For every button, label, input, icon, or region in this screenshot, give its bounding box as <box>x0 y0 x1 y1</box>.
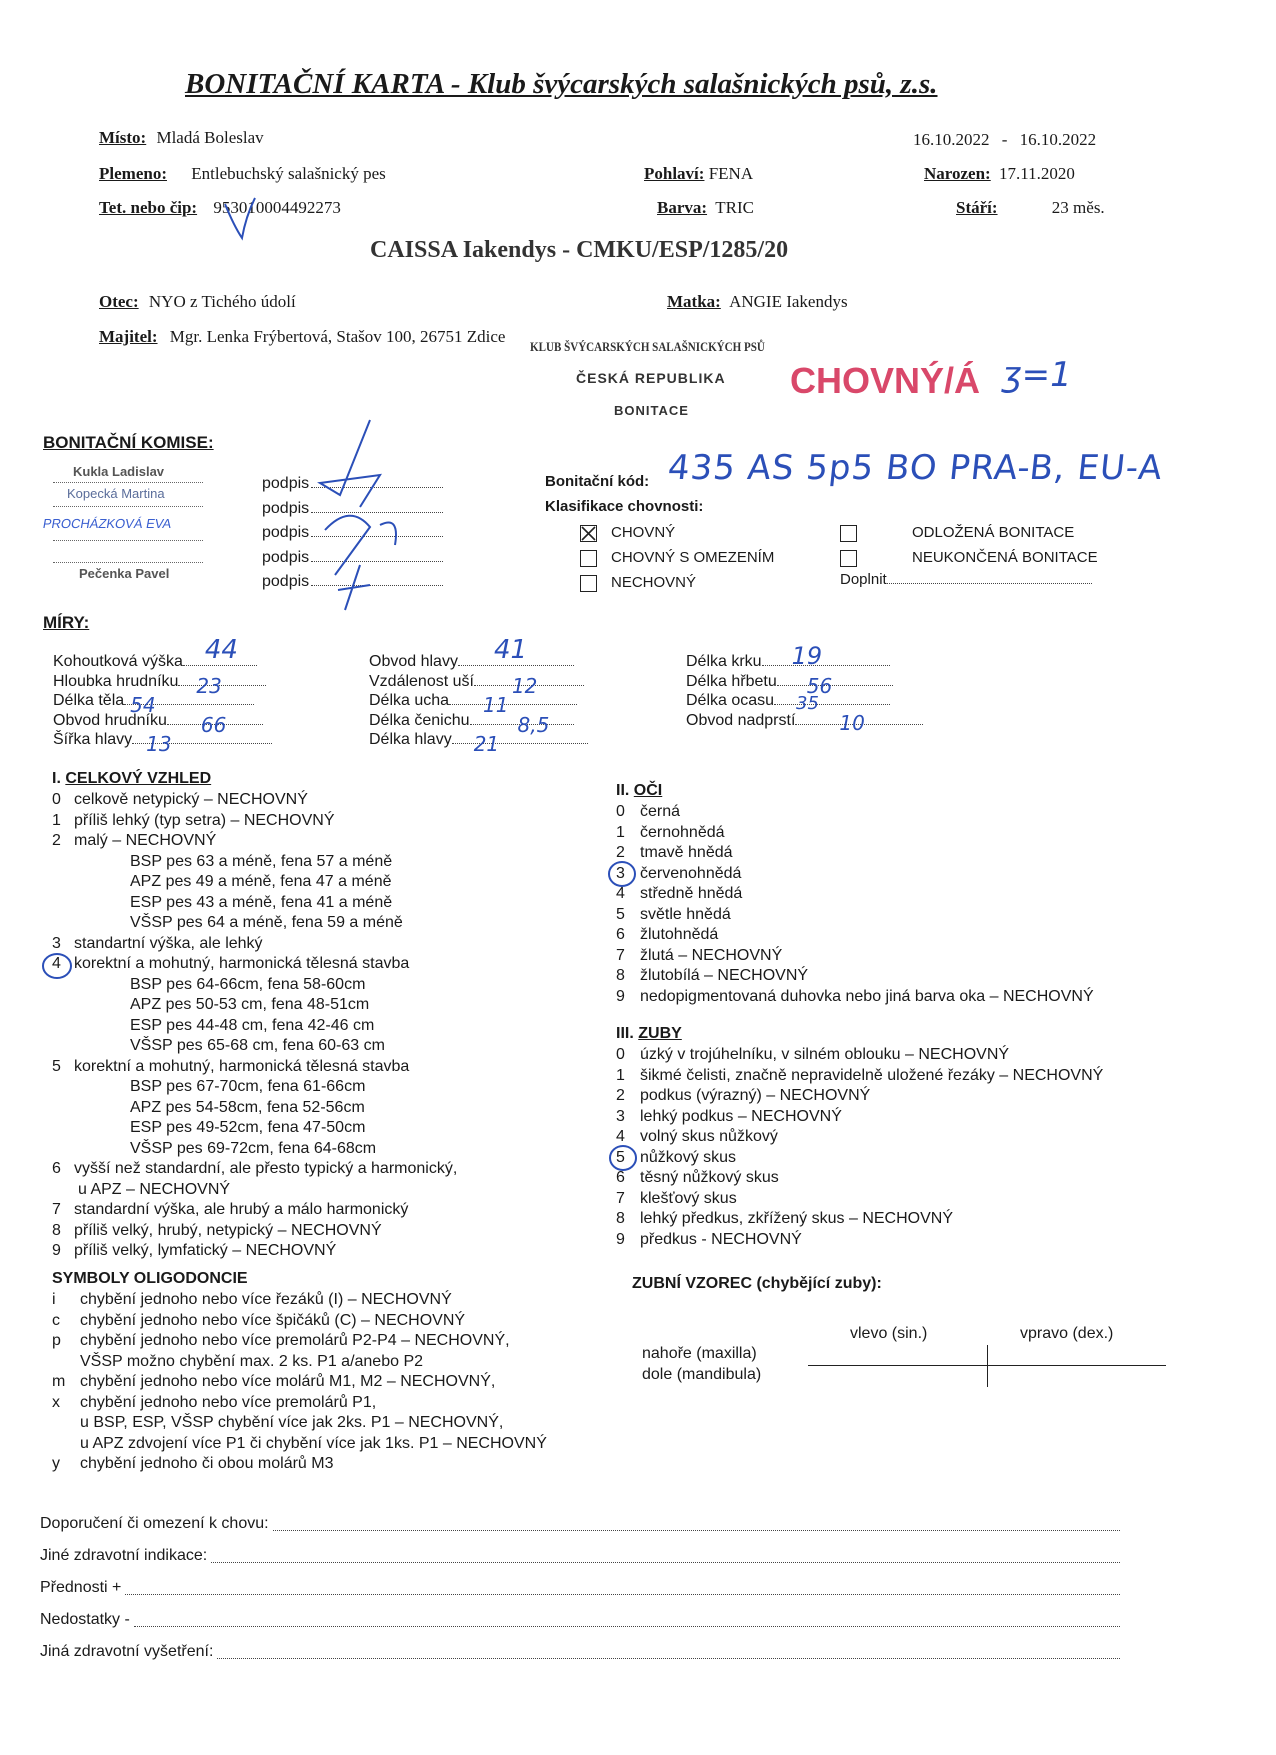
oci-item-number: 3 <box>616 864 625 882</box>
zuby-list <box>616 1045 1103 1250</box>
vzhled-item-number: 2 <box>52 832 61 849</box>
vzhled-heading <box>52 770 211 788</box>
footer-line-label: Nedostatky - <box>40 1611 130 1628</box>
symboly-item-number: y <box>52 1455 60 1472</box>
miry-heading: MÍRY: <box>43 613 90 632</box>
oci-item-text: žlutobílá – NECHOVNÝ <box>640 967 809 984</box>
oci-item <box>616 925 1094 946</box>
measurement-value: 11 <box>483 693 509 717</box>
footer-line-label: Doporučení či omezení k chovu: <box>40 1515 269 1532</box>
footer-list <box>40 1508 1120 1668</box>
oci-item <box>616 946 1094 967</box>
vzhled-item-text: APZ pes 49 a méně, fena 47 a méně <box>130 873 392 890</box>
signature-label: podpis <box>262 524 310 541</box>
measurement-label: Hloubka hrudníku <box>53 672 179 690</box>
footer-line-dots[interactable] <box>273 1508 1120 1531</box>
checkbox-icon[interactable] <box>840 525 857 542</box>
vzhled-item-number: 9 <box>52 1242 61 1259</box>
zuby-item-number: 7 <box>616 1189 625 1207</box>
vzorec-nahore: nahoře (maxilla) <box>642 1345 757 1362</box>
checkbox-icon[interactable] <box>840 550 857 567</box>
misto-label: Místo: <box>99 128 147 147</box>
barva-value: TRIC <box>715 198 755 217</box>
oci-item-number: 4 <box>616 885 625 902</box>
vzhled-item <box>52 1057 457 1078</box>
matka-label: Matka: <box>667 292 721 311</box>
measurement-row <box>369 635 588 672</box>
vzorec-vlevo: vlevo (sin.) <box>850 1325 928 1342</box>
klasifikace-right <box>840 520 1098 570</box>
symboly-item-text: chybění jednoho nebo více premolárů P2-P4 – NECHOVNÝ, <box>80 1332 510 1349</box>
option-label: CHOVNÝ <box>611 524 676 541</box>
option-label: CHOVNÝ S OMEZENÍM <box>611 549 775 566</box>
measurement-label: Obvod hrudníku <box>53 711 167 729</box>
measurement-row <box>369 672 588 698</box>
measurement-row <box>53 691 272 717</box>
vzhled-item <box>52 995 457 1016</box>
footer-line-label: Jiné zdravotní indikace: <box>40 1547 208 1564</box>
date-from: 16.10.2022 <box>913 130 990 149</box>
vzhled-item <box>52 1016 457 1037</box>
tet-label: Tet. nebo čip: <box>99 198 198 217</box>
measurement-value: 19 <box>791 642 823 670</box>
measurement-label: Kohoutková výška <box>53 653 183 670</box>
oci-item-number: 0 <box>616 803 625 820</box>
symboly-item-text: chybění jednoho či obou molárů M3 <box>80 1455 334 1472</box>
option-label: NEUKONČENÁ BONITACE <box>912 549 1098 566</box>
oci-item-number: 6 <box>616 926 625 943</box>
option-label: ODLOŽENÁ BONITACE <box>912 524 1075 541</box>
vzhled-item <box>52 811 457 832</box>
zuby-item-number: 0 <box>616 1046 625 1063</box>
member-2: Kopecká Martina <box>67 486 165 501</box>
barva-row <box>657 198 754 218</box>
vzhled-item <box>52 1180 457 1201</box>
majitel-value: Mgr. Lenka Frýbertová, Stašov 100, 26751 Zdice <box>169 327 506 346</box>
oci-item-text: žlutohnědá <box>640 926 719 943</box>
vzhled-item <box>52 831 457 852</box>
vzhled-item <box>52 934 457 955</box>
zuby-item <box>616 1107 1103 1128</box>
vzhled-item-text: APZ pes 54-58cm, fena 52-56cm <box>130 1098 365 1116</box>
vzhled-item <box>52 1139 457 1160</box>
narozen-label: Narozen: <box>924 164 991 183</box>
symboly-item-text: chybění jednoho nebo více premolárů P1, <box>80 1393 377 1411</box>
footer-line-dots[interactable] <box>217 1636 1120 1659</box>
date-to: 16.10.2022 <box>1019 130 1097 149</box>
vzhled-item-text: standartní výška, ale lehký <box>74 934 263 952</box>
measurement-row <box>53 711 272 737</box>
vzhled-item-text: VŠSP pes 65-68 cm, fena 60-63 cm <box>130 1037 385 1054</box>
vzhled-item <box>52 1241 457 1262</box>
symboly-item <box>52 1454 547 1475</box>
measurement-row <box>369 711 588 737</box>
zuby-item-text: předkus - NECHOVNÝ <box>640 1230 802 1248</box>
measurement-value: 44 <box>204 635 238 665</box>
measurement-label: Délka krku <box>686 653 762 670</box>
zuby-item-number: 5 <box>616 1148 625 1166</box>
section-number: II. <box>616 782 630 799</box>
footer-line[interactable] <box>40 1540 1120 1572</box>
vzhled-item-text: ESP pes 43 a méně, fena 41 a méně <box>130 893 393 911</box>
measurement-value: 54 <box>130 693 156 717</box>
stari-label: Stáří: <box>956 198 998 217</box>
oci-item <box>616 802 1094 823</box>
breeding-red-stamp: CHOVNÝ/Á <box>790 360 981 401</box>
zuby-item-text: úzký v trojúhelníku, v silném oblouku – NECHOVNÝ <box>640 1046 1010 1063</box>
vzhled-item <box>52 1077 457 1098</box>
measurement-value: 12 <box>511 673 538 698</box>
zuby-item <box>616 1045 1103 1066</box>
selected-circle-icon <box>40 951 74 981</box>
oci-item <box>616 864 1094 885</box>
symboly-item-text: chybění jednoho nebo více špičáků (C) – NECHOVNÝ <box>80 1311 466 1329</box>
oci-item <box>616 905 1094 926</box>
vzhled-item-number: 6 <box>52 1160 61 1177</box>
plemeno-label: Plemeno: <box>99 164 167 183</box>
symboly-item <box>52 1352 547 1373</box>
club-stamp-line3: BONITACE <box>614 403 689 418</box>
matka-row <box>667 292 848 312</box>
vzhled-item-text: korektní a mohutný, harmonická tělesná stavba <box>74 955 410 972</box>
narozen-row <box>924 164 1075 184</box>
vzhled-item-number: 0 <box>52 791 61 808</box>
zuby-item <box>616 1086 1103 1107</box>
miry-col2 <box>369 635 588 756</box>
symboly-item-number: p <box>52 1332 61 1349</box>
section-number: I. <box>52 770 61 787</box>
zuby-heading <box>616 1025 682 1043</box>
zuby-item-text: volný skus nůžkový <box>640 1128 778 1145</box>
vzhled-item <box>52 913 457 934</box>
symboly-item <box>52 1311 547 1332</box>
oci-item-number: 5 <box>616 905 625 923</box>
tet-row <box>99 198 341 218</box>
vzhled-item <box>52 1098 457 1119</box>
measurement-label: Obvod hlavy <box>369 653 458 670</box>
page-title: BONITAČNÍ KARTA - Klub švýcarských salašnických psů, z.s. <box>185 68 938 100</box>
symboly-item-text: u APZ zdvojení více P1 či chybění více jak 1ks. P1 – NECHOVNÝ <box>80 1434 547 1452</box>
otec-value: NYO z Tichého údolí <box>148 292 296 311</box>
narozen-value: 17.11.2020 <box>998 164 1075 183</box>
option-chovny-s-omezenim[interactable] <box>580 545 774 570</box>
vzorec-vertical-line <box>987 1345 988 1387</box>
symboly-item <box>52 1331 547 1352</box>
zuby-item <box>616 1189 1103 1210</box>
vzhled-item-text: ESP pes 49-52cm, fena 47-50cm <box>130 1119 366 1136</box>
vzorec-dole: dole (mandibula) <box>642 1366 762 1383</box>
oci-heading <box>616 782 662 800</box>
vzhled-item-text: příliš lehký (typ setra) – NECHOVNÝ <box>74 811 335 829</box>
zuby-item-number: 9 <box>616 1230 625 1248</box>
measurement-label: Délka hřbetu <box>686 672 777 690</box>
vzhled-item-text: malý – NECHOVNÝ <box>74 832 217 849</box>
option-nechovny[interactable] <box>580 570 774 595</box>
measurement-value: 66 <box>200 712 227 737</box>
date-sep: - <box>1001 130 1008 149</box>
footer-line-label: Přednosti + <box>40 1579 122 1596</box>
measurement-value: 35 <box>796 693 819 714</box>
vzhled-item <box>52 893 457 914</box>
vzhled-item-number: 1 <box>52 811 61 829</box>
zuby-item-number: 6 <box>616 1169 625 1186</box>
plemeno-row <box>99 164 386 184</box>
oci-item-text: černá <box>640 803 681 820</box>
measurement-row <box>369 691 588 717</box>
oci-item <box>616 966 1094 987</box>
footer-line[interactable] <box>40 1572 1120 1604</box>
signature-label: podpis <box>262 573 310 590</box>
matka-value: ANGIE Iakendys <box>729 292 848 311</box>
oci-item <box>616 884 1094 905</box>
zuby-item <box>616 1148 1103 1169</box>
zuby-item-text: lehký podkus – NECHOVNÝ <box>640 1107 842 1125</box>
commission-heading: BONITAČNÍ KOMISE: <box>43 433 214 452</box>
vzhled-item <box>52 872 457 893</box>
zuby-item-text: nůžkový skus <box>640 1148 737 1166</box>
otec-row <box>99 292 296 312</box>
zuby-item-number: 2 <box>616 1087 625 1104</box>
measurement-row <box>53 635 272 672</box>
club-stamp-line2: ČESKÁ REPUBLIKA <box>576 370 726 386</box>
footer-line-dots[interactable] <box>211 1540 1120 1563</box>
measurement-label: Délka ocasu <box>686 692 775 709</box>
member-1: Kukla Ladislav <box>73 464 165 479</box>
vzhled-item-text: příliš velký, lymfatický – NECHOVNÝ <box>74 1242 337 1259</box>
vzorec-vpravo: vpravo (dex.) <box>1020 1325 1114 1342</box>
measurement-value: 13 <box>146 732 172 756</box>
measurement-value: 10 <box>839 710 865 735</box>
symboly-item <box>52 1290 547 1311</box>
zuby-item-text: podkus (výrazný) – NECHOVNÝ <box>640 1087 871 1104</box>
vzhled-item-number: 5 <box>52 1057 61 1075</box>
vzhled-item-text: standardní výška, ale hrubý a málo harmonický <box>74 1201 409 1218</box>
vzhled-item-text: BSP pes 67-70cm, fena 61-66cm <box>130 1078 366 1095</box>
measurement-label: Délka hlavy <box>369 731 452 748</box>
stari-value: 23 měs. <box>1051 198 1105 217</box>
miry-col3 <box>686 642 923 735</box>
zuby-item <box>616 1066 1103 1087</box>
vzhled-item-number: 3 <box>52 934 61 952</box>
klasifikace-label: Klasifikace chovnosti: <box>545 498 704 515</box>
section-number: III. <box>616 1025 634 1042</box>
vzhled-item-text: příliš velký, hrubý, netypický – NECHOVNÝ <box>74 1221 382 1239</box>
measurement-row <box>53 730 272 756</box>
measurement-label: Vzdálenost uší <box>369 672 474 690</box>
pohlavi-label: Pohlaví: <box>644 164 705 183</box>
symboly-item-text: chybění jednoho nebo více řezáků (I) – NECHOVNÝ <box>80 1291 452 1308</box>
vzhled-item-text: vyšší než standardní, ale přesto typický a harmonický, <box>74 1160 458 1177</box>
miry-col1 <box>53 635 272 756</box>
oci-item-text: červenohnědá <box>640 864 742 882</box>
vzhled-item <box>52 975 457 996</box>
symboly-item-number: m <box>52 1373 66 1390</box>
section-title: CELKOVÝ VZHLED <box>65 770 212 787</box>
measurement-label: Délka ucha <box>369 692 450 709</box>
vzorec-heading: ZUBNÍ VZOREC (chybějící zuby): <box>632 1275 882 1292</box>
oci-item <box>616 823 1094 844</box>
measurement-value: 23 <box>196 673 222 698</box>
symboly-item-text: u BSP, ESP, VŠSP chybění více jak 2ks. P1 – NECHOVNÝ, <box>80 1414 504 1431</box>
signature-scribble-icon <box>300 415 420 615</box>
symboly-item-text: VŠSP možno chybění max. 2 ks. P1 a/anebo P2 <box>80 1352 424 1370</box>
oci-item-number: 2 <box>616 844 625 861</box>
selected-circle-icon <box>606 1143 640 1173</box>
signature-label: podpis <box>262 475 310 492</box>
member-3: PROCHÁZKOVÁ EVA <box>41 516 173 531</box>
option-odlozena[interactable] <box>840 520 1098 545</box>
vzhled-item-text: ESP pes 44-48 cm, fena 42-46 cm <box>130 1016 375 1034</box>
symboly-list <box>52 1290 547 1475</box>
footer-line-dots[interactable] <box>134 1604 1120 1627</box>
vzhled-item <box>52 1200 457 1221</box>
oci-item-number: 7 <box>616 946 625 964</box>
vzhled-item-number: 8 <box>52 1221 61 1239</box>
doplnit-label: Doplnit <box>840 571 887 588</box>
measurement-label: Délka těla <box>53 692 125 709</box>
oci-item-text: nedopigmentovaná duhovka nebo jiná barva oka – NECHOVNÝ <box>640 987 1094 1005</box>
zuby-item-text: šikmé čelisti, značně nepravidelně uložené řezáky – NECHOVNÝ <box>640 1066 1104 1084</box>
symboly-item <box>52 1393 547 1414</box>
oci-list <box>616 802 1094 1007</box>
oci-item-text: středně hnědá <box>640 885 743 902</box>
oci-item-text: žlutá – NECHOVNÝ <box>640 946 783 964</box>
zuby-item-number: 4 <box>616 1128 625 1145</box>
stari-row <box>956 198 1105 218</box>
date-range <box>913 130 1096 150</box>
footer-line-dots[interactable] <box>125 1572 1120 1595</box>
measurement-row <box>369 730 588 756</box>
klasifikace-left <box>580 520 774 595</box>
oci-item-text: tmavě hnědá <box>640 844 733 861</box>
zuby-item <box>616 1209 1103 1230</box>
oci-item-number: 9 <box>616 987 625 1005</box>
zuby-item-number: 3 <box>616 1107 625 1125</box>
vzhled-item-number: 7 <box>52 1201 61 1218</box>
footer-line[interactable] <box>40 1636 1120 1668</box>
symboly-item-number: c <box>52 1311 60 1329</box>
zuby-item-text: klešťový skus <box>640 1189 737 1207</box>
vzhled-item <box>52 1118 457 1139</box>
vzhled-item <box>52 852 457 873</box>
club-stamp-line1: KLUB ŠVÝCARSKÝCH SALAŠNICKÝCH PSŮ <box>530 339 765 354</box>
vzhled-list <box>52 790 457 1262</box>
bonitace-code-label: Bonitační kód: <box>545 473 650 490</box>
signature-label: podpis <box>262 548 310 566</box>
measurement-row <box>686 691 923 714</box>
zuby-item-text: lehký předkus, zkřížený skus – NECHOVNÝ <box>640 1210 953 1227</box>
option-label: NECHOVNÝ <box>611 574 697 591</box>
oci-item-text: světle hnědá <box>640 905 731 923</box>
vzhled-item-text: korektní a mohutný, harmonická tělesná stavba <box>74 1057 410 1075</box>
oci-item <box>616 987 1094 1008</box>
option-neukoncena[interactable] <box>840 545 1098 570</box>
measurement-value: 41 <box>493 635 528 665</box>
footer-line[interactable] <box>40 1508 1120 1540</box>
zuby-item <box>616 1127 1103 1148</box>
section-title: ZUBY <box>638 1025 682 1042</box>
misto-row <box>99 128 264 148</box>
plemeno-value: Entlebuchský salašnický pes <box>191 164 386 183</box>
pohlavi-row <box>644 164 753 184</box>
checkbox-icon[interactable] <box>580 575 597 592</box>
symboly-item-number: x <box>52 1393 60 1411</box>
footer-line-label: Jiná zdravotní vyšetření: <box>40 1643 214 1660</box>
zuby-item-number: 8 <box>616 1210 625 1227</box>
misto-value: Mladá Boleslav <box>156 128 264 147</box>
bonitace-code-value: 435 AS 5p5 BO PRA-B, EU-A <box>665 448 1165 488</box>
vzhled-item-text: u APZ – NECHOVNÝ <box>78 1180 231 1198</box>
majitel-row <box>99 327 505 347</box>
barva-label: Barva: <box>657 198 708 217</box>
measurement-value: 21 <box>473 732 500 756</box>
vzhled-item-text: VŠSP pes 69-72cm, fena 64-68cm <box>130 1139 377 1157</box>
section-title: OČI <box>633 782 663 799</box>
vzhled-item <box>52 790 457 811</box>
vzhled-item-text: BSP pes 64-66cm, fena 58-60cm <box>130 975 366 993</box>
measurement-value: 8,5 <box>517 712 550 737</box>
member-5: Pečenka Pavel <box>79 566 170 581</box>
checkmark-icon <box>222 196 262 241</box>
selected-circle-icon <box>605 859 639 889</box>
measurement-value: 56 <box>806 673 833 698</box>
zuby-item-text: těsný nůžkový skus <box>640 1169 779 1186</box>
symboly-item <box>52 1372 547 1393</box>
symboly-item <box>52 1413 547 1434</box>
symboly-item-number: i <box>52 1291 56 1308</box>
dog-name: CAISSA Iakendys - CMKU/ESP/1285/20 <box>370 237 789 263</box>
vzhled-item-text: BSP pes 63 a méně, fena 57 a méně <box>130 852 393 870</box>
footer-line[interactable] <box>40 1604 1120 1636</box>
otec-label: Otec: <box>99 292 139 311</box>
vzhled-item-text: celkově netypický – NECHOVNÝ <box>74 791 308 808</box>
checked-box-icon[interactable] <box>580 525 597 542</box>
symboly-heading: SYMBOLY OLIGODONCIE <box>52 1270 248 1287</box>
zuby-item <box>616 1230 1103 1251</box>
symboly-item <box>52 1434 547 1455</box>
vzhled-item <box>52 1036 457 1057</box>
option-chovny[interactable] <box>580 520 774 545</box>
vzhled-item <box>52 1221 457 1242</box>
symboly-item-text: chybění jednoho nebo více molárů M1, M2 – NECHOVNÝ, <box>80 1373 496 1390</box>
oci-item-text: černohnědá <box>640 823 725 841</box>
vzhled-item <box>52 954 457 975</box>
vzhled-item <box>52 1159 457 1180</box>
vzhled-item-text: APZ pes 50-53 cm, fena 48-51cm <box>130 996 370 1013</box>
measurement-row <box>686 642 923 672</box>
oci-item <box>616 843 1094 864</box>
measurement-label: Délka čenichu <box>369 711 470 729</box>
measurement-label: Šířka hlavy <box>53 731 133 748</box>
signature-label: podpis <box>262 499 310 517</box>
zuby-item <box>616 1168 1103 1189</box>
vzhled-item-number: 4 <box>52 955 61 972</box>
vzhled-item-text: VŠSP pes 64 a méně, fena 59 a méně <box>130 914 403 931</box>
oci-item-number: 8 <box>616 967 625 984</box>
measurement-row <box>53 672 272 698</box>
zuby-item-number: 1 <box>616 1066 625 1084</box>
stamp-handwritten-mark: ʒ=1 <box>1002 355 1072 395</box>
pohlavi-value: FENA <box>708 164 754 183</box>
measurement-label: Obvod nadprstí <box>686 711 796 729</box>
majitel-label: Majitel: <box>99 327 158 346</box>
checkbox-icon[interactable] <box>580 550 597 567</box>
tet-value: 953010004492273 <box>213 198 341 217</box>
measurement-row <box>686 672 923 698</box>
oci-item-number: 1 <box>616 823 625 841</box>
doplnit-row <box>840 571 1092 588</box>
